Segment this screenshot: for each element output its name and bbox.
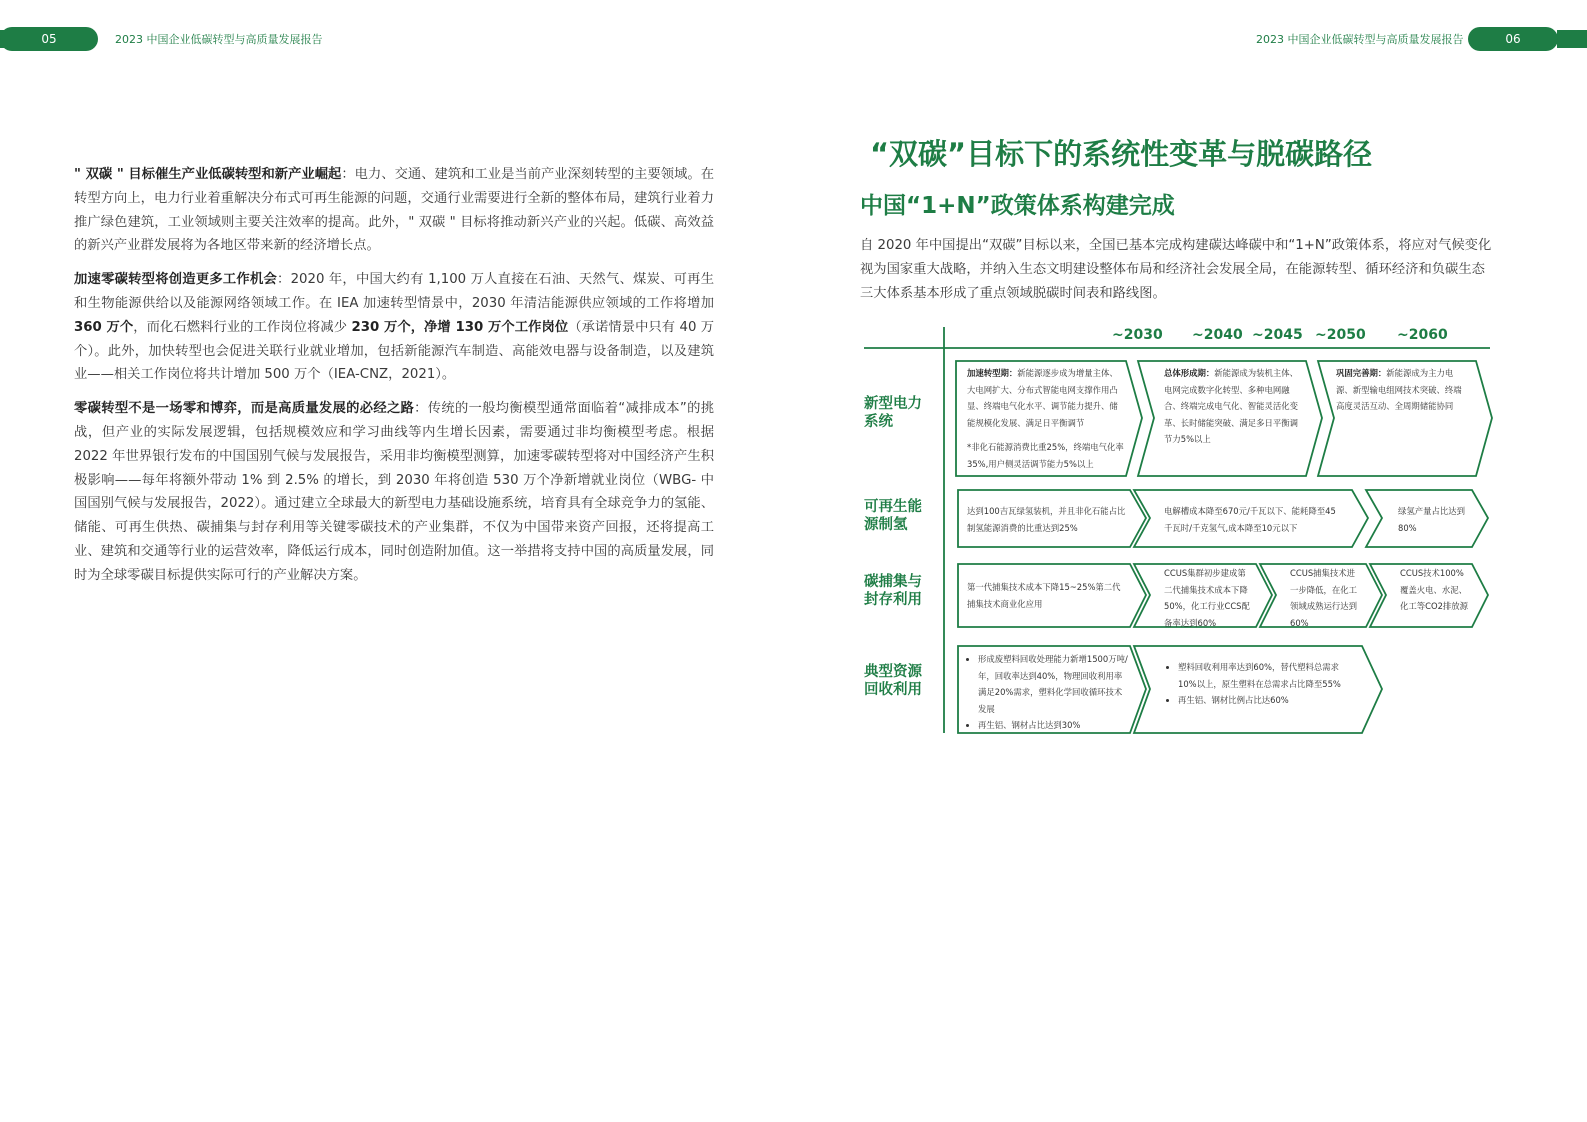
hydrogen-stage-1: 达到100吉瓦绿氢装机，并且非化石能占比制氢能源消费的比重达到25% bbox=[967, 506, 1126, 533]
section-title: “双碳”目标下的系统性变革与脱碳路径 bbox=[870, 137, 1373, 171]
paragraph-text: ：传统的一般均衡模型通常面临着“减排成本”的挑战，但产业的实际发展逻辑，包括规模效应和学习曲线等内生增长因素，需要通过非均衡模型考虑。根据 2022 年世界银行发布的中国国别气候与发展报告，采用非均衡模型测算，加速零碳转型将对中国经济产生积极影响——每年将额外带动 1% 到 2.5% 的增长，到 2030 年将创造 530 万个净新增就业岗位（WBG- 中国国别气候与发展报告，2022）。通过建立全球最大的新型电力基础设施系统，培育具有全球竞争力的氢能、储能、可再生供热、碳捕集与封存利用等关键零碳技术的产业集群，不仅为中国带来资产回报，还将提高工业、建筑和交通等行业的运营效率，降低运行成本，同时创造附加值。这一举措将支持中国的高质量发展，同时为全球零碳目标提供实际可行的产业解决方案。 bbox=[74, 401, 714, 583]
power-stage-1 bbox=[967, 365, 1125, 472]
recycle-stage-2 bbox=[1166, 659, 1342, 709]
recycle-stage-1 bbox=[966, 651, 1130, 734]
running-title-right: 2023 中国企业低碳转型与高质量发展报告 bbox=[1256, 33, 1464, 46]
paragraph-jobs bbox=[74, 268, 714, 387]
bullet-item: • 形成废塑料回收处理能力新增1500万吨/年，回收率达到40%，物理回收利用率满足20%需求，塑料化学回收循环技术发展 bbox=[978, 651, 1130, 717]
bullet-item: • 再生铝、钢材比例占比达60% bbox=[1178, 692, 1342, 709]
stage-description bbox=[1336, 365, 1468, 415]
section-subtitle: 中国“1+N”政策体系构建完成 bbox=[860, 193, 1175, 219]
paragraph-text: ：电力、交通、建筑和工业是当前产业深刻转型的主要领域。在转型方向上，电力行业着重解决分布式可再生能源的问题，交通行业需要进行全新的整体布局，建筑行业着力推广绿色建筑，工业领域则主要关注效率的提高。此外，" 双碳 " 目标将推动新兴产业的兴起。低碳、高效益的新兴产业群发展将为各地区带来新的经济增长点。 bbox=[74, 167, 715, 254]
ccus-stage-2: CCUS集群初步建成第二代捕集技术成本下降50%，化工行业CCS配备率达到60% bbox=[1164, 568, 1250, 628]
year-2060: ~2060 bbox=[1397, 327, 1448, 343]
paragraph-text: ：2020 年，中国大约有 1,100 万人直接在石油、天然气、煤炭、可再生和生物能源供给以及能源网络领域工作。在 IEA 加速转型情景中，2030 年清洁能源供应领域的工作将增加 bbox=[74, 272, 714, 311]
stage-text: 新能源成为主力电源、新型输电组网技术突破、终端高度灵活互动、全周期储能协同 bbox=[1336, 368, 1462, 411]
stage-description bbox=[967, 365, 1125, 431]
hydrogen-stage-2: 电解槽成本降至670元/千瓦以下、能耗降至45千瓦时/千克氢气,成本降至10元以下 bbox=[1164, 506, 1336, 533]
highlight-figure: 360 万个 bbox=[74, 319, 134, 335]
page-number-left: 05 bbox=[0, 27, 98, 51]
stage-note: *非化石能源消费比重25%，终端电气化率35%,用户侧灵活调节能力5%以上 bbox=[967, 442, 1124, 469]
row-label-hydrogen: 可再生能源制氢 bbox=[864, 499, 922, 533]
stage-name: 巩固完善期： bbox=[1336, 368, 1387, 378]
paragraph-lead: 零碳转型不是一场零和博弈，而是高质量发展的必经之路 bbox=[74, 401, 415, 417]
paragraph-high-quality-growth bbox=[74, 397, 714, 587]
year-2030: ~2030 bbox=[1112, 327, 1163, 343]
header-band-right bbox=[1557, 30, 1587, 48]
roadmap-diagram bbox=[860, 325, 1500, 740]
year-2040: ~2040 bbox=[1192, 327, 1243, 343]
row-label-power: 新型电力系统 bbox=[864, 396, 922, 430]
stage-text: 新能源成为装机主体、电网完成数字化转型、多种电网融合、终端完成电气化、智能灵活化变革、长时储能突破、满足多日平衡调节力5%以上 bbox=[1164, 368, 1298, 444]
hydrogen-stage-3: 绿氢产量占比达到80% bbox=[1398, 506, 1465, 533]
paragraph-lead: 加速零碳转型将创造更多工作机会 bbox=[74, 272, 278, 288]
row-label-recycle: 典型资源回收利用 bbox=[864, 664, 922, 698]
stage-text: 新能源逐步成为增量主体、大电网扩大、分布式智能电网支撑作用凸显、终端电气化水平、调节能力提升、储能规模化发展、满足日平衡调节 bbox=[967, 368, 1118, 428]
left-body bbox=[74, 163, 714, 598]
page-number-right: 06 bbox=[1468, 27, 1558, 51]
ccus-stage-1: 第一代捕集技术成本下降15~25%第二代捕集技术商业化应用 bbox=[967, 582, 1121, 609]
paragraph-industry-transition bbox=[74, 163, 714, 258]
year-2045: ~2045 bbox=[1252, 327, 1303, 343]
stage-description bbox=[1164, 365, 1300, 448]
intro-paragraph: 自 2020 年中国提出“双碳”目标以来，全国已基本完成构建碳达峰碳中和“1+N”政策体系，将应对气候变化视为国家重大战略，并纳入生态文明建设整体布局和经济社会发展全局，在能源转型、循环经济和负碳生态三大体系基本形成了重点领域脱碳时间表和路线图。 bbox=[860, 238, 1492, 301]
paragraph-text: （承诺情景中只有 40 万个）。此外，加快转型也会促进关联行业就业增加，包括新能源汽车制造、高能效电器与设备制造，以及建筑业——相关工作岗位将共计增加 500 万个（IEA-CNZ，2021）。 bbox=[74, 319, 715, 383]
paragraph-lead: " 双碳 " 目标催生产业低碳转型和新产业崛起 bbox=[74, 167, 342, 182]
stage-name: 加速转型期： bbox=[967, 368, 1018, 378]
running-title-left: 2023 中国企业低碳转型与高质量发展报告 bbox=[115, 33, 323, 46]
bullet-item: • 塑料回收利用率达到60%，替代塑料总需求10%以上，原生塑料在总需求占比降至55% bbox=[1178, 659, 1342, 692]
highlight-figure: 230 万个，净增 130 万个工作岗位 bbox=[351, 319, 569, 335]
power-stage-2 bbox=[1164, 365, 1300, 448]
paragraph-text: ，而化石燃料行业的工作岗位将减少 bbox=[133, 319, 352, 335]
stage-name: 总体形成期： bbox=[1164, 368, 1215, 378]
ccus-stage-4: CCUS技术100%覆盖火电、水泥、化工等CO2排放源 bbox=[1400, 568, 1469, 611]
power-stage-3 bbox=[1336, 365, 1468, 415]
row-label-ccus: 碳捕集与封存利用 bbox=[864, 574, 922, 608]
bullet-item: • 再生铝、钢材占比达到30% bbox=[978, 717, 1130, 734]
year-2050: ~2050 bbox=[1315, 327, 1366, 343]
ccus-stage-3: CCUS捕集技术进一步降低，在化工领域成熟运行达到60% bbox=[1290, 568, 1357, 628]
